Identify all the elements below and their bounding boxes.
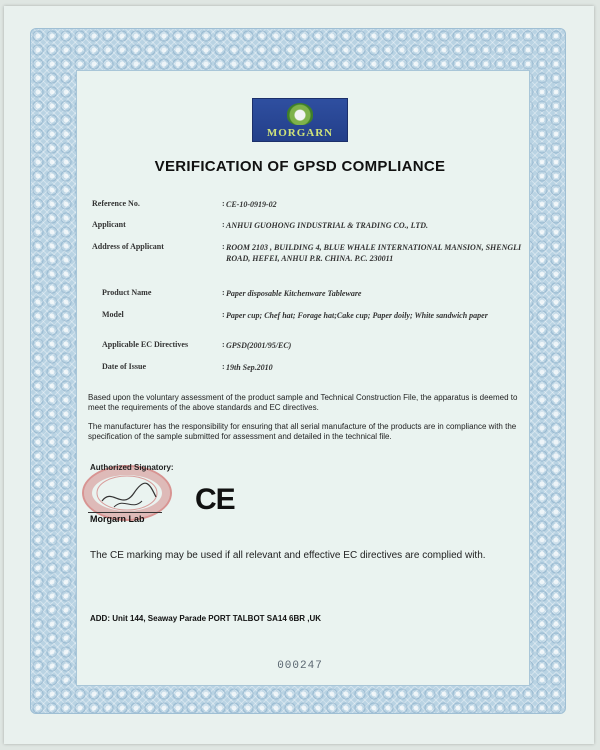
- field-value: Paper cup; Chef hat; Forage hat;Cake cup; Paper doily; White sandwich paper: [226, 311, 488, 320]
- field-label: Address of Applicant: [92, 242, 164, 251]
- ce-mark: CE: [195, 483, 235, 516]
- document-title: VERIFICATION OF GPSD COMPLIANCE: [154, 158, 446, 175]
- field-value: CE-10-0919-02: [226, 200, 277, 209]
- field-label: Date of Issue: [102, 362, 146, 371]
- field-label: Reference No.: [92, 199, 140, 208]
- issuer-address: ADD: Unit 144, Seaway Parade PORT TALBOT SA14 6BR ,UK: [90, 614, 322, 623]
- field-label: Applicant: [92, 220, 126, 229]
- responsibility-paragraph: The manufacturer has the responsibility for ensuring that all serial manufacture of the products are in compliance with the specification of the sample submitted for assessment and detailed in the technical file.: [88, 422, 517, 441]
- field-value: GPSD(2001/95/EC): [226, 341, 292, 350]
- field-value: ANHUI GUOHONG INDUSTRIAL & TRADING CO., LTD.: [226, 221, 429, 230]
- globe-logo-icon: [287, 103, 313, 125]
- ce-marking-note: The CE marking may be used if all relevant and effective EC directives are complied with.: [90, 550, 486, 561]
- company-logo: [252, 98, 348, 142]
- signature-line: [88, 512, 162, 513]
- serial-number: 000247: [277, 660, 323, 672]
- field-value: Paper disposable Kitchenware Tableware: [226, 289, 362, 298]
- signatory-label: Authorized Signatory:: [90, 463, 174, 472]
- field-value: 19th Sep.2010: [226, 363, 273, 372]
- field-value: ROOM 2103 , BUILDING 4, BLUE WHALE INTERNATIONAL MANSION, SHENGLI ROAD, HEFEI, ANHUI P.R. CHINA. P.C. 230011: [226, 243, 522, 263]
- field-label: Product Name: [102, 288, 152, 297]
- logo-text: MORGARN: [266, 127, 334, 139]
- lab-name: Morgarn Lab: [90, 514, 145, 524]
- field-label: Applicable EC Directives: [102, 340, 189, 349]
- field-label: Model: [102, 310, 124, 319]
- assessment-paragraph: Based upon the voluntary assessment of the product sample and Technical Construction File, the apparatus is deemed to meet the requirements of the above standards and EC directives.: [88, 393, 518, 412]
